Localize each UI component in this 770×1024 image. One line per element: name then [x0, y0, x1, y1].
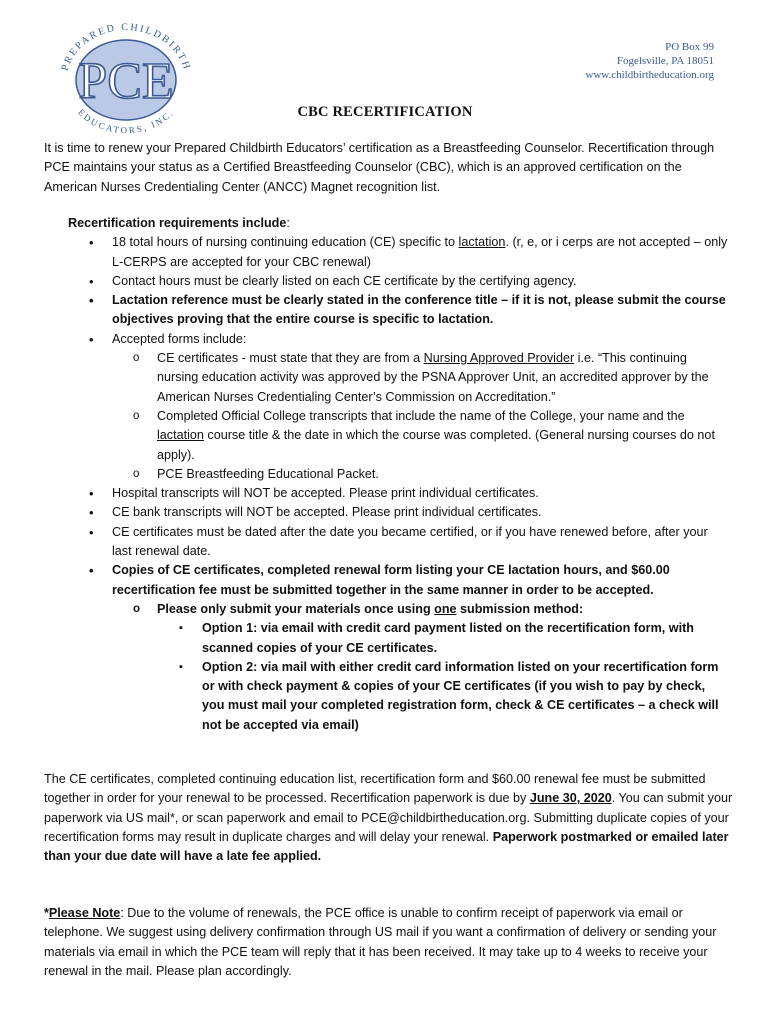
logo-top-arc: PREPARED CHILDBIRTH [59, 21, 193, 73]
due-date: June 30, 2020 [529, 791, 612, 806]
item1-text-a: 18 total hours of nursing continuing education (CE) specific to [112, 235, 459, 250]
list-item [112, 349, 728, 407]
option-2: ▪ Option 2: via mail with either credit card information listed on your recertification form or with check payment & copies of your CE certificates (if you wish to pay by check, you must mail your completed registration form, check & CE certificates – a check will not be accepted via email) [157, 658, 728, 735]
list-item [68, 233, 728, 272]
item4-text: Accepted forms include: [112, 331, 247, 346]
accepted-forms-list [112, 349, 728, 484]
list-item: • Hospital transcripts will NOT be accepted. Please print individual certificates. [68, 484, 728, 503]
list-item: • CE certificates must be dated after the date you became certified, or if you have renewed before, after your last renewal date. [68, 523, 728, 562]
sub2-lactation-underline: lactation [157, 428, 204, 443]
page-title: CBC RECERTIFICATION [297, 104, 473, 120]
list-item [68, 330, 728, 484]
closing-text-c: . Submitting duplicate copies of your recertification forms may result in duplicate charges and will delay your renewal. [44, 810, 729, 844]
options-list [157, 619, 728, 735]
list-item: • Contact hours must be clearly listed on each CE certificate by the certifying agency. [68, 272, 728, 291]
closing-text-b: . You can submit your paperwork via US mail*, or scan paperwork and email to [44, 791, 733, 825]
list-item [68, 561, 728, 735]
sub2-text-a: Completed Official College transcripts that include the name of the College, your name and the [157, 408, 685, 423]
list-item: • Lactation reference must be clearly stated in the conference title – if it is not, please submit the course objectives proving that the entire course is specific to lactation. [68, 291, 728, 330]
email-link[interactable]: PCE@childbirtheducation.org [361, 810, 527, 825]
closing-text-a: The CE certificates, completed continuing education list, recertification form and $60.00 renewal fee must be submitted together in order for your renewal to be processed. Recertification paperwork is due by [44, 772, 706, 806]
item1-lactation-underline: lactation [458, 235, 506, 250]
note-body: : Due to the volume of renewals, the PCE office is unable to confirm receipt of paperwork via email or telephone. We suggest using delivery confirmation through US mail if you want a confirmation of delivery or sending your materials via email in which the PCE team will reply that it has been received. It may take up to 4 weeks to receive your renewal in the mail. Please plan accordingly. [44, 906, 717, 978]
closing-text [44, 770, 734, 866]
note-star: * [44, 906, 49, 920]
logo-initials: PCE [78, 53, 174, 110]
requirements-list [68, 233, 728, 735]
note-label: Please Note [48, 906, 121, 920]
list-item: • CE bank transcripts will NOT be accepted. Please print individual certificates. [68, 503, 728, 522]
sub1-text-b: i.e. “This continuing nursing education activity was approved by the PSNA Approver Unit, an accredited approver by the American Nurses Credentialing Center’s Commission on Accreditation.” [157, 351, 709, 404]
sub2-text-b: course title & the date in which the course was completed. (General nursing courses do not apply). [157, 428, 715, 462]
requirements-section [68, 214, 728, 735]
option-1: ▪ Option 1: via email with credit card payment listed on the recertification form, with scanned copies of your CE certificates. [157, 619, 728, 658]
sub1-provider-underline: Nursing Approved Provider [423, 351, 575, 366]
sub1-text-a: CE certificates - must state that they are from a [157, 351, 424, 366]
note-text [44, 904, 734, 981]
requirements-heading-text: Recertification requirements include [68, 216, 287, 230]
requirements-heading [68, 214, 728, 233]
submission-list [112, 600, 728, 735]
note-paragraph [44, 904, 734, 981]
list-item: o PCE Breastfeeding Educational Packet. [112, 465, 728, 484]
item8-text: Copies of CE certificates, completed renewal form listing your CE lactation hours, and $60.00 recertification fee must be submitted together in the same manner in order to be accepted. [112, 563, 670, 597]
address-city: Fogelsville, PA 18051 [616, 55, 714, 67]
item1-text-b: . (r, e, or i cerps are not accepted – only L-CERPS are accepted for your CBC renewal) [112, 235, 728, 269]
address-website-link[interactable]: www.childbirtheducation.org [585, 69, 714, 81]
logo-bottom-arc: EDUCATORS, INC. [76, 107, 176, 136]
address-po-box: PO Box 99 [665, 41, 714, 53]
list-item [112, 600, 728, 735]
item8-sub1-text-a: Please only submit your materials once using [157, 601, 435, 616]
requirements-heading-colon: : [286, 216, 290, 230]
item8-one-underline: one [434, 601, 457, 616]
closing-paragraph [44, 770, 734, 866]
intro-text: It is time to renew your Prepared Childbirth Educators’ certification as a Breastfeeding Counselor. Recertification through PCE maintains your status as a Certified Breastfeeding Counselor (CBC), which is an approved certification on the American Nurses Credentialing Center (ANCC) Magnet recognition list. [44, 141, 715, 194]
item8-sub1-text-b: submission method: [456, 601, 584, 616]
list-item [112, 407, 728, 465]
address-block [585, 40, 714, 82]
intro-paragraph [44, 139, 734, 197]
late-fee-warning: Paperwork postmarked or emailed later than your due date will have a late fee applied. [44, 829, 729, 864]
